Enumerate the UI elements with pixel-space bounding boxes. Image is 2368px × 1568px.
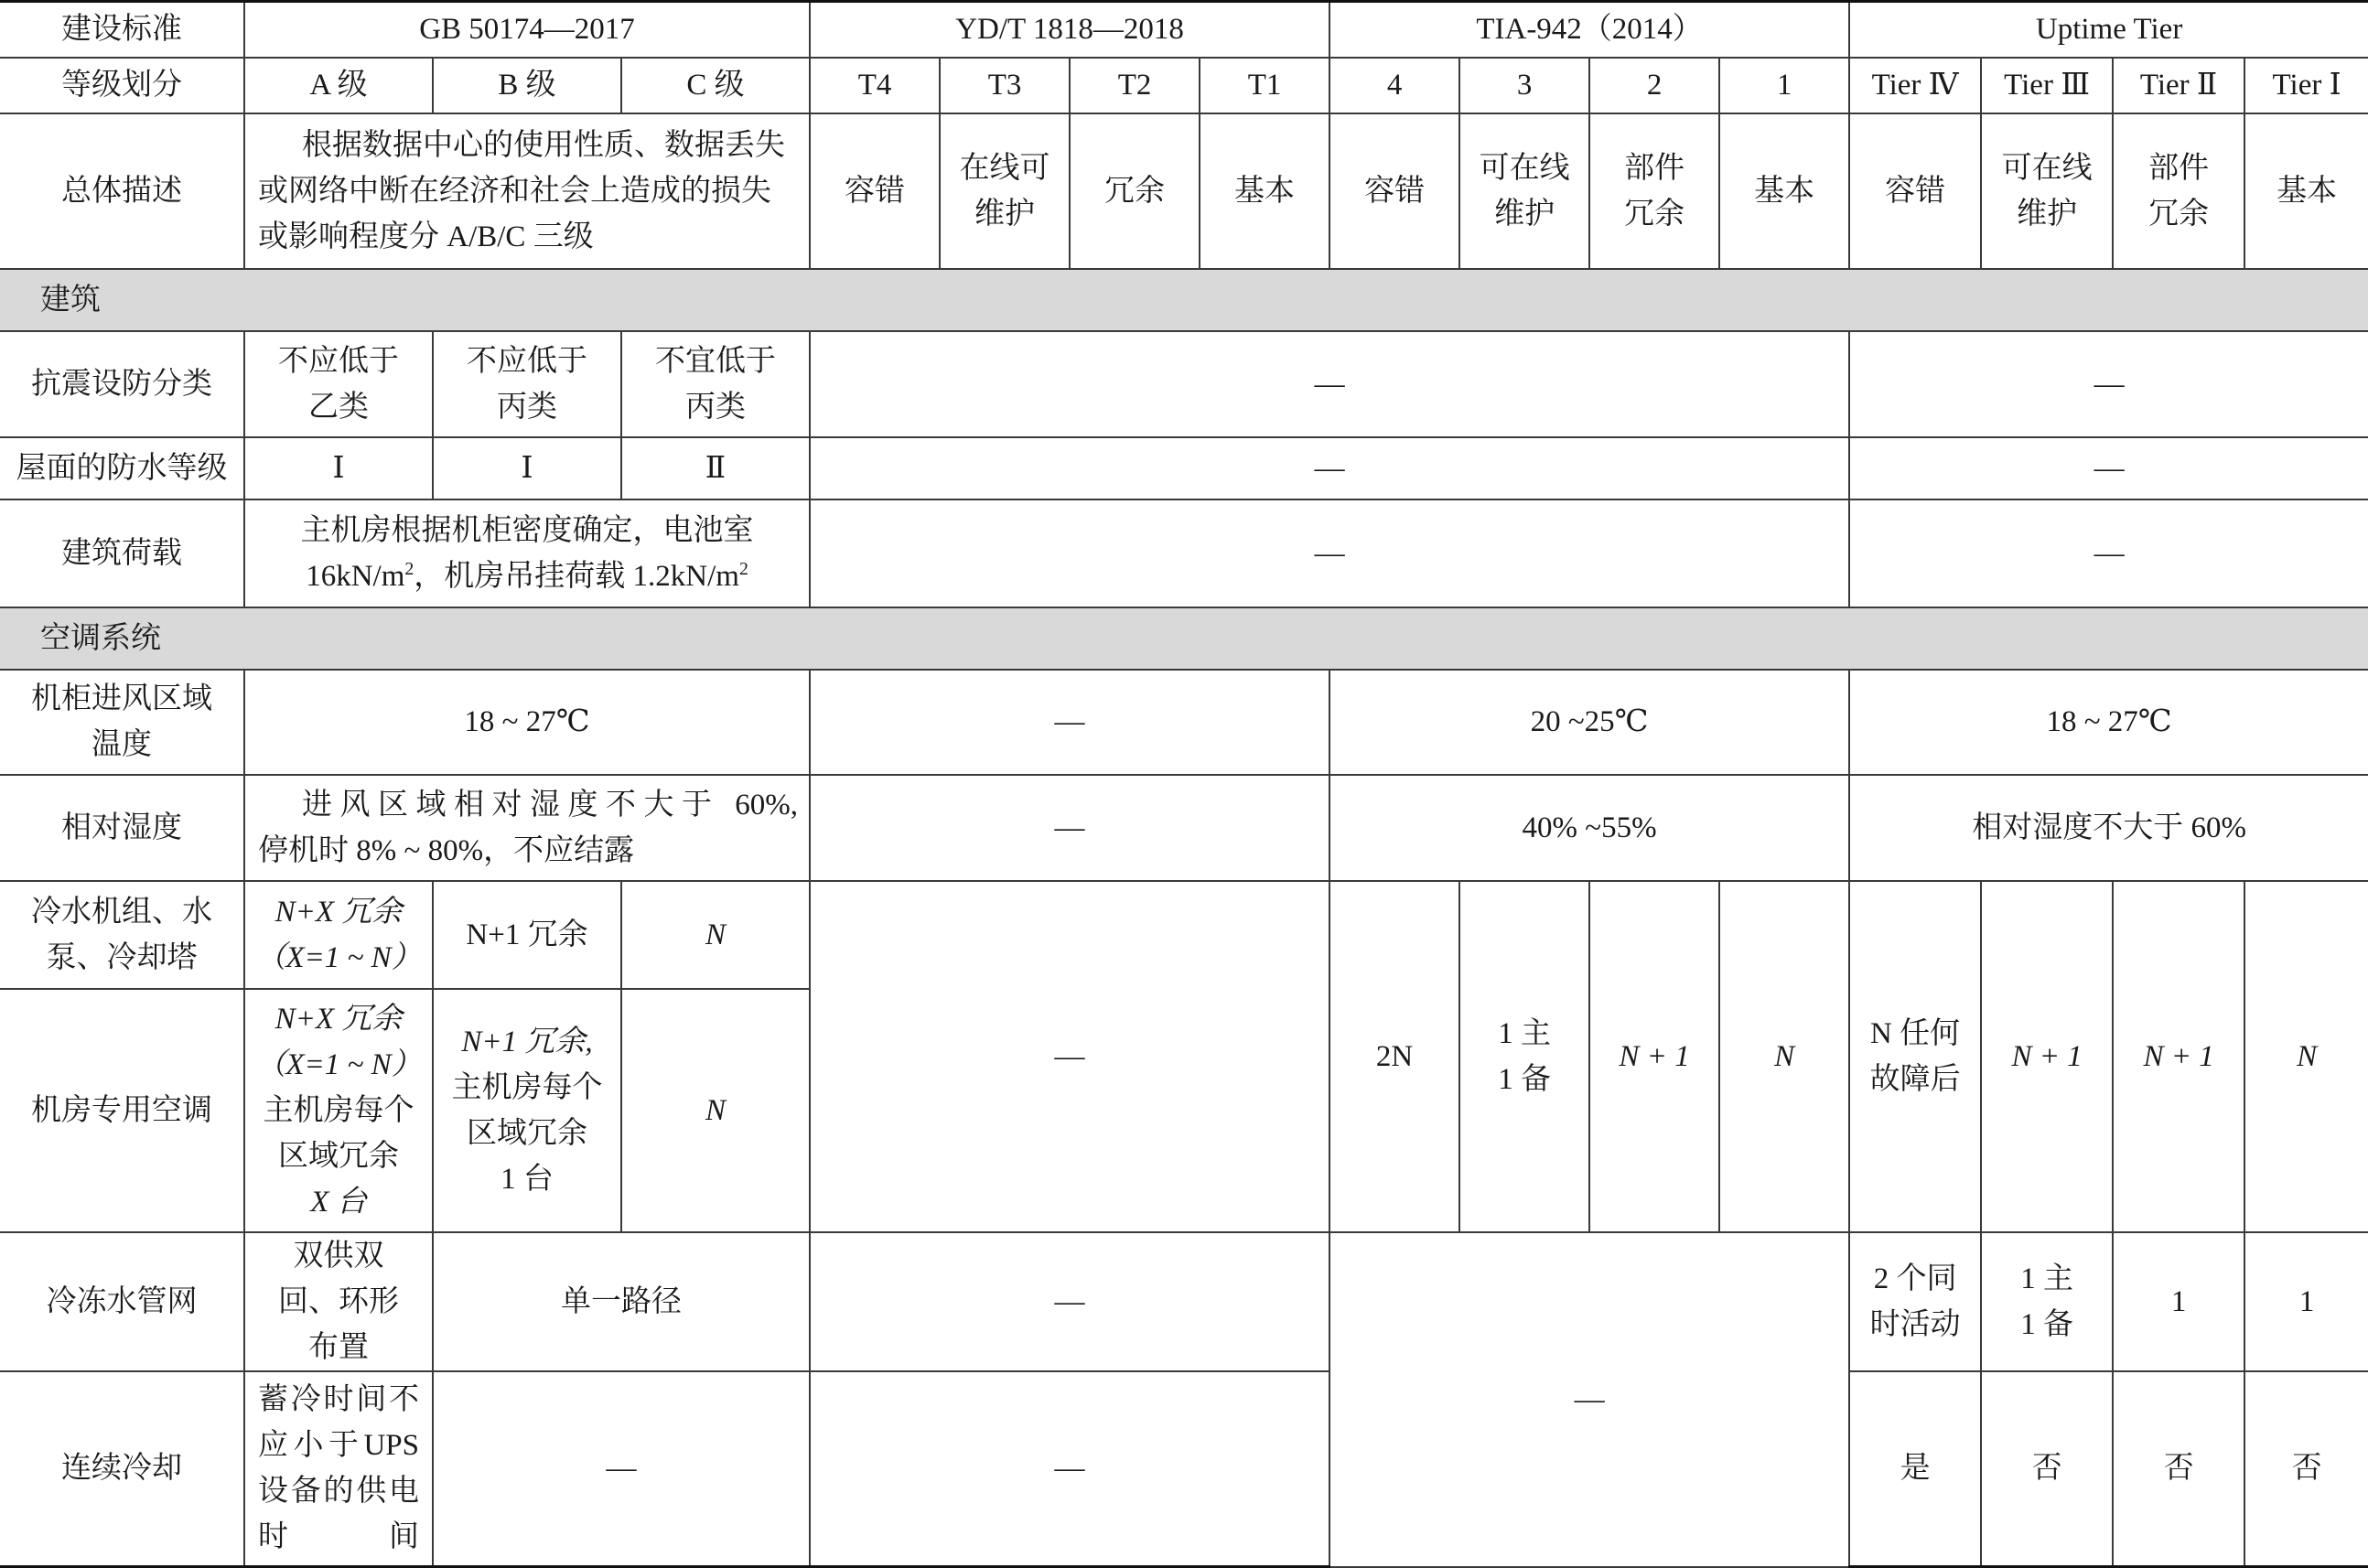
uptime-level-1: Tier Ⅰ xyxy=(2244,58,2368,113)
seismic-c: 不宜低于丙类 xyxy=(621,331,810,437)
chiller-a-line: N+X 冗余 xyxy=(274,895,403,929)
pipe-row xyxy=(0,1232,2368,1371)
uptime-overview-1: 基本 xyxy=(2244,113,2368,269)
yd-level-t4: T4 xyxy=(810,58,940,113)
gb-level-a: A 级 xyxy=(244,58,433,113)
section-row-hvac xyxy=(0,607,2368,670)
cooling-uptime-1: N xyxy=(2244,881,2368,1232)
level-row xyxy=(0,58,2368,113)
cooling-tia-4: 2N xyxy=(1329,881,1459,1232)
header-row xyxy=(0,2,2368,58)
intake-label: 机柜进风区域温度 xyxy=(0,670,244,775)
roof-row xyxy=(0,437,2368,499)
continuous-yd: — xyxy=(810,1371,1329,1567)
intake-yd: — xyxy=(810,670,1329,775)
humidity-gb-line: 进风区域相对湿度不大于 60%, xyxy=(302,788,799,822)
gb-overview xyxy=(244,113,810,269)
cooling-yd: — xyxy=(810,881,1329,1232)
chiller-row xyxy=(0,881,2368,989)
uptime-header: Uptime Tier xyxy=(1849,2,2368,58)
roof-yd-tia: — xyxy=(810,437,1849,499)
section-building: 建筑 xyxy=(0,269,2368,331)
load-gb-line: $16kN/m^2$，机房吊挂荷载 $1.2kN/m^2$ xyxy=(306,558,748,593)
crac-a-line: N+X 冗余 xyxy=(274,1002,403,1036)
gb-overview-line: 根据数据中心的使用性质、数据丢失 xyxy=(302,128,785,162)
uptime-overview-2: 部件冗余 xyxy=(2113,113,2244,269)
tia-overview-1: 基本 xyxy=(1719,113,1849,269)
yd-overview-t1: 基本 xyxy=(1200,113,1329,269)
crac-b-line: 主机房每个区域冗余 xyxy=(451,1070,603,1150)
uptime-level-4: Tier Ⅳ xyxy=(1849,58,1981,113)
tia-header: TIA-942（2014） xyxy=(1329,2,1849,58)
uptime-level-3: Tier Ⅲ xyxy=(1981,58,2113,113)
uptime-overview-3: 可在线维护 xyxy=(1981,113,2113,269)
yd-level-t1: T1 xyxy=(1200,58,1329,113)
level-label: 等级划分 xyxy=(0,58,244,113)
load-gb-line: 主机房根据机柜密度确定，电池室 xyxy=(300,513,754,547)
humidity-tia: 40% ~55% xyxy=(1329,775,1849,881)
crac-b-line: N+1 冗余, xyxy=(461,1025,593,1058)
humidity-row xyxy=(0,775,2368,881)
continuous-label: 连续冷却 xyxy=(0,1371,244,1567)
chiller-label: 冷水机组、水泵、冷却塔 xyxy=(0,881,244,989)
humidity-label: 相对湿度 xyxy=(0,775,244,881)
gb-overview-line: 或网络中断在经济和社会上造成的损失 xyxy=(258,174,771,208)
seismic-b: 不应低于丙类 xyxy=(433,331,621,437)
chiller-a-line: （X=1 ~ N） xyxy=(255,940,422,974)
humidity-gb-line: 停机时 8% ~ 80%，不应结露 xyxy=(258,833,635,867)
load-yd-tia: — xyxy=(810,499,1849,607)
crac-c: N xyxy=(621,989,810,1232)
tia-level-1: 1 xyxy=(1719,58,1849,113)
uptime-overview-4: 容错 xyxy=(1849,113,1981,269)
continuous-row xyxy=(0,1371,2368,1567)
yd-overview-t3: 在线可维护 xyxy=(940,113,1070,269)
seismic-label: 抗震设防分类 xyxy=(0,331,244,437)
section-hvac: 空调系统 xyxy=(0,607,2368,670)
overview-label: 总体描述 xyxy=(0,113,244,269)
crac-a-line: X 台 xyxy=(310,1185,367,1219)
cooling-tia-1: N xyxy=(1719,881,1849,1232)
cooling-uptime-2: N + 1 xyxy=(2113,881,2244,1232)
roof-b: Ⅰ xyxy=(433,437,621,499)
crac-a-line: 主机房每个区域冗余 xyxy=(263,1093,414,1173)
pipe-label: 冷冻水管网 xyxy=(0,1232,244,1371)
chiller-a xyxy=(244,881,433,989)
standard-label: 建设标准 xyxy=(0,2,244,58)
cooling-uptime-4: N 任何故障后 xyxy=(1849,881,1981,1232)
load-uptime: — xyxy=(1849,499,2368,607)
pipe-yd: — xyxy=(810,1232,1329,1371)
yd-level-t3: T3 xyxy=(940,58,1070,113)
uptime-level-2: Tier Ⅱ xyxy=(2113,58,2244,113)
intake-row xyxy=(0,670,2368,775)
cooling-uptime-3: N + 1 xyxy=(1981,881,2113,1232)
chiller-b: N+1 冗余 xyxy=(433,881,621,989)
continuous-uptime-1: 否 xyxy=(2244,1371,2368,1567)
cooling-tia-3: 1 主1 备 xyxy=(1459,881,1589,1232)
seismic-row xyxy=(0,331,2368,437)
gb-overview-line: 或影响程度分 A/B/C 三级 xyxy=(258,220,594,253)
load-gb xyxy=(244,499,810,607)
load-label: 建筑荷载 xyxy=(0,499,244,607)
gb-level-b: B 级 xyxy=(433,58,621,113)
cooling-tia-2: N + 1 xyxy=(1589,881,1719,1232)
seismic-a: 不应低于乙类 xyxy=(244,331,433,437)
continuous-uptime-4: 是 xyxy=(1849,1371,1981,1567)
overview-row xyxy=(0,113,2368,269)
crac-a xyxy=(244,989,433,1232)
continuous-a: 蓄冷时间不应小于UPS 设备的供电时间 xyxy=(244,1371,433,1567)
humidity-gb xyxy=(244,775,810,881)
pipe-bc: 单一路径 xyxy=(433,1232,810,1371)
yd-overview-t4: 容错 xyxy=(810,113,940,269)
pipe-a: 双供双回、环形布置 xyxy=(244,1232,433,1371)
load-row xyxy=(0,499,2368,607)
roof-c: Ⅱ xyxy=(621,437,810,499)
tia-overview-2: 部件冗余 xyxy=(1589,113,1719,269)
crac-b xyxy=(433,989,621,1232)
intake-tia: 20 ~25℃ xyxy=(1329,670,1849,775)
tia-level-3: 3 xyxy=(1459,58,1589,113)
intake-uptime: 18 ~ 27℃ xyxy=(1849,670,2368,775)
yd-overview-t2: 冗余 xyxy=(1070,113,1200,269)
crac-b-line: 1 台 xyxy=(501,1162,554,1196)
roof-label: 屋面的防水等级 xyxy=(0,437,244,499)
pipe-uptime-2: 1 xyxy=(2113,1232,2244,1371)
pipe-uptime-1: 1 xyxy=(2244,1232,2368,1371)
tia-overview-4: 容错 xyxy=(1329,113,1459,269)
crac-a-line: （X=1 ~ N） xyxy=(255,1047,422,1081)
roof-a: Ⅰ xyxy=(244,437,433,499)
continuous-uptime-3: 否 xyxy=(1981,1371,2113,1567)
chiller-c: N xyxy=(621,881,810,989)
yd-header: YD/T 1818—2018 xyxy=(810,2,1329,58)
tia-overview-3: 可在线维护 xyxy=(1459,113,1589,269)
humidity-yd: — xyxy=(810,775,1329,881)
section-row-building xyxy=(0,269,2368,331)
tia-level-4: 4 xyxy=(1329,58,1459,113)
continuous-bc: — xyxy=(433,1371,810,1567)
gb-level-c: C 级 xyxy=(621,58,810,113)
pipe-uptime-4: 2 个同时活动 xyxy=(1849,1232,1981,1371)
gb-header: GB 50174—2017 xyxy=(244,2,810,58)
seismic-uptime: — xyxy=(1849,331,2368,437)
tia-level-2: 2 xyxy=(1589,58,1719,113)
intake-gb: 18 ~ 27℃ xyxy=(244,670,810,775)
pipe-uptime-3: 1 主1 备 xyxy=(1981,1232,2113,1371)
yd-level-t2: T2 xyxy=(1070,58,1200,113)
crac-label: 机房专用空调 xyxy=(0,989,244,1232)
pipe-continuous-tia: — xyxy=(1329,1232,1849,1567)
roof-uptime: — xyxy=(1849,437,2368,499)
seismic-yd-tia: — xyxy=(810,331,1849,437)
continuous-uptime-2: 否 xyxy=(2113,1371,2244,1567)
humidity-uptime: 相对湿度不大于 60% xyxy=(1849,775,2368,881)
